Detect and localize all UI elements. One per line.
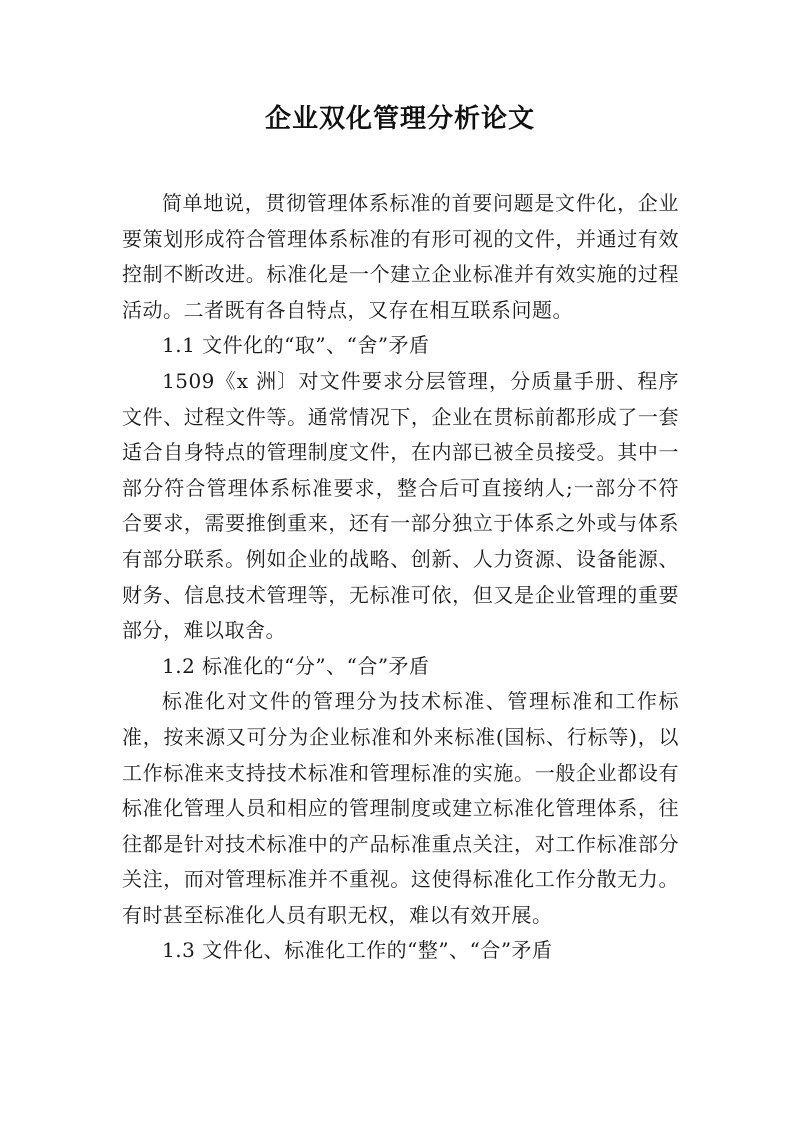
section-heading-1-3: 1.3 文件化、标准化工作的“整”、“合”矛盾	[162, 938, 553, 963]
paragraph-1-1: 1509《x 洲〕对文件要求分层管理，分质量手册、程序文件、过程文件等。通常情况下，企业在贯标前都形成了一套适合自身特点的管理制度文件，在内部已被全员接受。其中一部分符合管理体系标准要求，整合后可直接纳人;一部分不符合要求，需要推倒重来，还有一部分独立于体系之外或与体系有部分联系。例如企业的战略、创新、人力资源、设备能源、财务、信息技术管理等，无标准可依，但又是企业管理的重要部分，难以取舍。	[122, 368, 679, 643]
paragraph-1-2: 标准化对文件的管理分为技术标准、管理标准和工作标准，按来源又可分为企业标准和外来标准(国标、行标等)，以工作标准来支持技术标准和管理标准的实施。一般企业都设有标准化管理人员和相应的管理制度或建立标准化管理体系，往往都是针对技术标准中的产品标准重点关注，对工作标准部分关注，而对管理标准并不重视。这使得标准化工作分散无力。有时甚至标准化人员有职无权，难以有效开展。	[122, 689, 679, 927]
document-title: 企业双化管理分析论文	[264, 104, 535, 134]
paragraph-intro: 简单地说，贯彻管理体系标准的首要问题是文件化，企业要策划形成符合管理体系标准的有形可视的文件，并通过有效控制不断改进。标准化是一个建立企业标准并有效实施的过程活动。二者既有各自特点，又存在相互联系问题。	[122, 191, 679, 322]
section-heading-1-1: 1.1 文件化的“取”、“舍”矛盾	[162, 333, 430, 358]
section-heading-1-2: 1.2 标准化的“分”、“合”矛盾	[162, 653, 430, 678]
document-body	[122, 186, 679, 969]
